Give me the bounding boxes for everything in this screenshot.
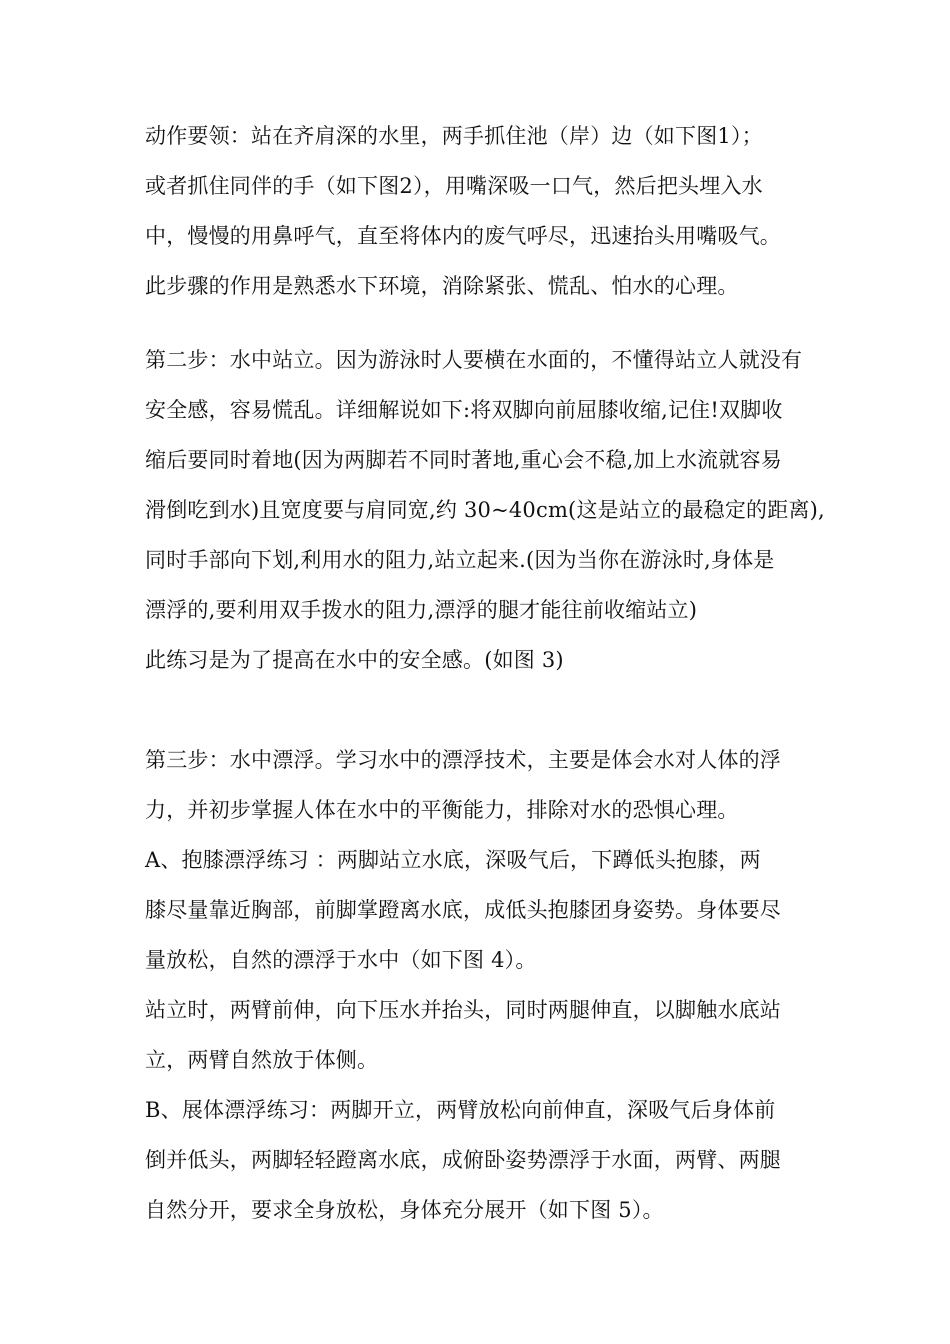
intro-line-1: 动作要领：站在齐肩深的水里，两手抓住池（岸）边（如下图1）； (145, 124, 763, 148)
step2-line-3: 缩后要同时着地(因为两脚若不同时著地,重心会不稳,加上水流就容易 (145, 448, 782, 472)
step3-line-5: 量放松，自然的漂浮于水中（如下图 4）。 (145, 948, 537, 972)
step2-line-5: 同时手部向下划,利用水的阻力,站立起来.(因为当你在游泳时,身体是 (145, 548, 775, 572)
intro-line-4: 此步骤的作用是熟悉水下环境，消除紧张、慌乱、怕水的心理。 (145, 274, 739, 298)
step2-line-2: 安全感，容易慌乱。详细解说如下:将双脚向前屈膝收缩,记住!双脚收 (145, 398, 783, 422)
step2-line-6: 漂浮的,要利用双手拨水的阻力,漂浮的腿才能往前收缩站立) (145, 598, 698, 622)
step3-line-4: 膝尽量靠近胸部，前脚掌蹬离水底，成低头抱膝团身姿势。身体要尽 (145, 898, 781, 922)
step3-line-8: B、展体漂浮练习：两脚开立，两臂放松向前伸直，深吸气后身体前 (145, 1098, 776, 1122)
step2-line-1: 第二步：水中站立。因为游泳时人要横在水面的，不懂得站立人就没有 (145, 348, 803, 372)
step2-line-7: 此练习是为了提高在水中的安全感。(如图 3) (145, 648, 564, 672)
step2-line-4: 滑倒吃到水)且宽度要与肩同宽,约 30~40cm(这是站立的最稳定的距离), (145, 498, 825, 522)
step3-line-7: 立，两臂自然放于体侧。 (145, 1048, 379, 1072)
step3-line-9: 倒并低头，两脚轻轻蹬离水底，成俯卧姿势漂浮于水面，两臂、两腿 (145, 1148, 781, 1172)
intro-line-3: 中，慢慢的用鼻呼气，直至将体内的废气呼尽，迅速抬头用嘴吸气。 (145, 224, 781, 248)
step3-line-3: A、抱膝漂浮练习 ：两脚站立水底，深吸气后，下蹲低头抱膝，两 (145, 848, 761, 872)
step3-line-10: 自然分开，要求全身放松，身体充分展开（如下图 5）。 (145, 1198, 664, 1222)
intro-line-2: 或者抓住同伴的手（如下图2），用嘴深吸一口气，然后把头埋入水 (145, 174, 763, 198)
step3-line-6: 站立时，两臂前伸，向下压水并抬头，同时两腿伸直，以脚触水底站 (145, 998, 781, 1022)
step3-line-1: 第三步：水中漂浮。学习水中的漂浮技术，主要是体会水对人体的浮 (145, 748, 781, 772)
step3-line-2: 力，并初步掌握人体在水中的平衡能力，排除对水的恐惧心理。 (145, 798, 739, 822)
